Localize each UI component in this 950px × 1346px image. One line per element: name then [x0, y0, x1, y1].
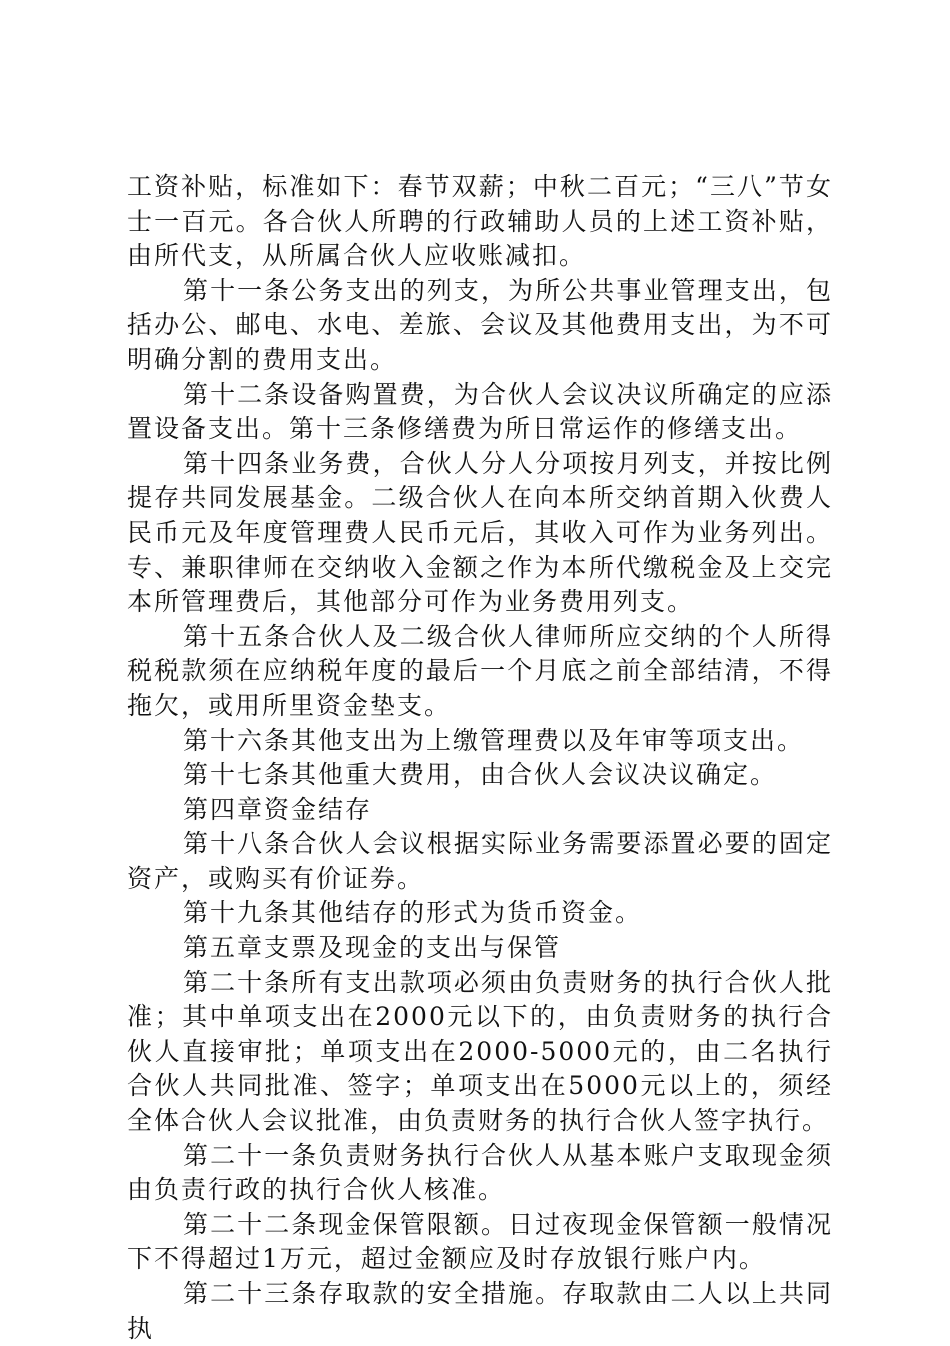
paragraph-article-20: 第二十条所有支出款项必须由负责财务的执行合伙人批准；其中单项支出在2000元以下的，由负责财务的执行合伙人直接审批；单项支出在2000-5000元的，由二名执行合伙人共同批准、签字；单项支出在5000元以上的，须经全体合伙人会议批准，由负责财务的执行合伙人签字执行。: [127, 967, 833, 1136]
chapter-heading-4: 第四章资金结存: [183, 794, 373, 824]
paragraph-article-21: 第二十一条负责财务执行合伙人从基本账户支取现金须由负责行政的执行合伙人核准。: [127, 1140, 833, 1205]
paragraph-article-15: 第十五条合伙人及二级合伙人律师所应交纳的个人所得税税款须在应纳税年度的最后一个月底之前全部结清，不得拖欠，或用所里资金垫支。: [127, 621, 833, 720]
paragraph-1: 工资补贴，标准如下：春节双薪；中秋二百元；“三八”节女士一百元。各合伙人所聘的行政辅助人员的上述工资补贴，由所代支，从所属合伙人应收账减扣。: [127, 172, 833, 271]
paragraph-article-23: 第二十三条存取款的安全措施。存取款由二人以上共同执: [127, 1279, 833, 1343]
paragraph-article-11: 第十一条公务支出的列支，为所公共事业管理支出，包括办公、邮电、水电、差旅、会议及其他费用支出，为不可明确分割的费用支出。: [127, 275, 833, 374]
paragraph-article-14: 第十四条业务费，合伙人分人分项按月列支，并按比例提存共同发展基金。二级合伙人在向本所交纳首期入伙费人民币元及年度管理费人民币元后，其收入可作为业务列出。专、兼职律师在交纳收入金额之作为本所代缴税金及上交完本所管理费后，其他部分可作为业务费用列支。: [127, 448, 833, 617]
paragraph-article-16: 第十六条其他支出为上缴管理费以及年审等项支出。: [183, 725, 805, 755]
paragraph-article-17: 第十七条其他重大费用，由合伙人会议决议确定。: [183, 760, 778, 790]
paragraph-article-18: 第十八条合伙人会议根据实际业务需要添置必要的固定资产，或购买有价证券。: [127, 829, 833, 893]
document-body: [127, 170, 833, 1346]
chapter-heading-5: 第五章支票及现金的支出与保管: [183, 933, 562, 963]
paragraph-article-12-13: 第十二条设备购置费，为合伙人会议决议所确定的应添置设备支出。第十三条修缮费为所日常运作的修缮支出。: [127, 379, 833, 444]
paragraph-article-19: 第十九条其他结存的形式为货币资金。: [183, 898, 643, 928]
paragraph-article-22: 第二十二条现金保管限额。日过夜现金保管额一般情况下不得超过1万元，超过金额应及时存放银行账户内。: [127, 1209, 833, 1274]
